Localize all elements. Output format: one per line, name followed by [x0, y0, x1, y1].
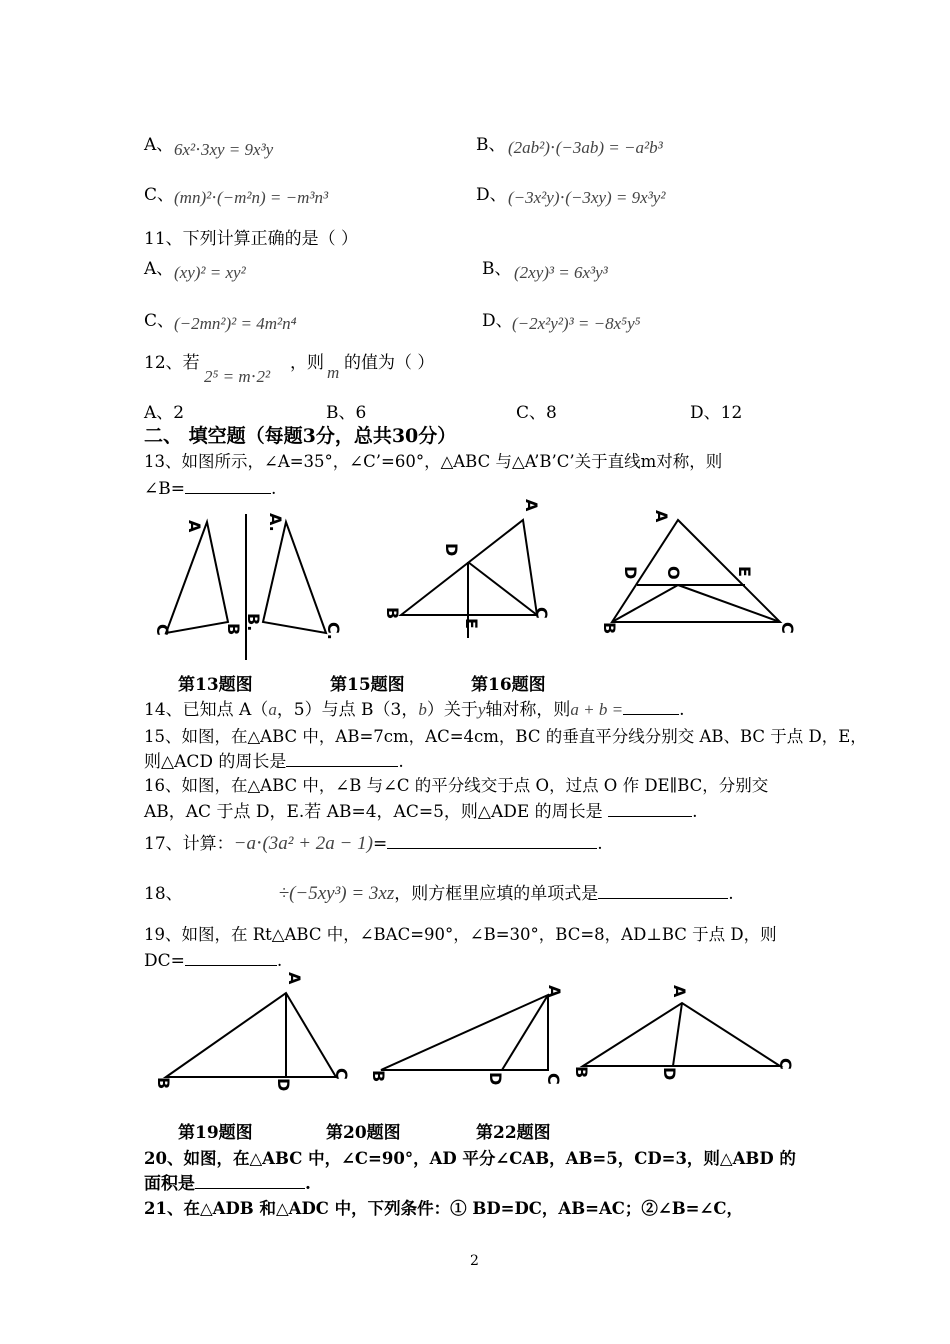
q12-stem-suffix: 的值为（ ）	[344, 353, 435, 373]
q10-option-b-label: B、	[476, 135, 506, 155]
q11-option-a-expr: (xy)² = xy²	[174, 263, 246, 282]
q10-option-a-label: A、	[144, 135, 174, 155]
q17-equals: =	[372, 834, 388, 854]
q13-line1: 13、如图所示，∠A=35°，∠C’=60°，△ABC 与△A’B’C’关于直线m对称，则	[144, 452, 723, 471]
q10-option-d-label: D、	[476, 185, 507, 205]
q16-line1: 16、如图，在△ABC 中，∠B 与∠C 的平分线交于点 O，过点 O 作 DE∥BC，分别交	[144, 776, 769, 795]
q20-line2-text: 面积是	[144, 1174, 195, 1194]
q10-option-c-label: C、	[144, 185, 175, 205]
q17-prefix: 17、计算：	[144, 834, 234, 854]
q14-line: 14、已知点 A（a，5）与点 B（3，b）关于y轴对称，则a + b = .	[144, 700, 685, 720]
q12-option-b: B、6	[326, 403, 367, 423]
fig15-label-c: C	[532, 607, 551, 619]
fig19-caption: 第19题图	[178, 1123, 253, 1143]
q12-option-a: A、2	[144, 403, 185, 423]
q20-answer-blank[interactable]	[195, 1172, 305, 1189]
q11-option-b-label: B、	[482, 259, 512, 279]
q19-line2-text: DC=	[144, 951, 185, 971]
fig22-label-c: C	[776, 1058, 795, 1070]
fig13-label-a: A	[185, 520, 204, 533]
q18-suffix: ，则方框里应填的单项式是	[394, 884, 599, 904]
q20-line2: 面积是 .	[144, 1174, 311, 1194]
fig22-caption: 第22题图	[476, 1123, 551, 1143]
q11-option-a-label: A、	[144, 259, 174, 279]
q10-option-a-expr: 6x²⋅3xy = 9x³y	[174, 140, 274, 159]
q18-line: 18、 ÷(−5xy³) = 3xz，则方框里应填的单项式是 .	[144, 883, 734, 904]
fig15-label-b: B	[383, 607, 402, 620]
q14-var-a: a	[268, 700, 277, 719]
q11-option-d-expr: (−2x²y²)³ = −8x⁵y⁵	[512, 314, 641, 333]
q12-stem-mid: ，则	[290, 353, 324, 373]
q11-stem: 11、下列计算正确的是（ ）	[144, 229, 359, 249]
q20-line1: 20、如图，在△ABC 中，∠C=90°，AD 平分∠CAB，AB=5，CD=3，则△ABD 的	[144, 1149, 796, 1168]
fig13-label-c: C	[153, 624, 172, 636]
q12-expression: 2⁵ = m⋅2²	[204, 367, 271, 386]
q19-line1: 19、如图，在 Rt△ABC 中，∠BAC=90°，∠B=30°，BC=8，AD⊥BC 于点 D，则	[144, 925, 777, 944]
q16-line2-text: AB，AC 于点 D，E.若 AB=4，AC=5，则△ADE 的周长是	[144, 802, 603, 822]
q17-expression: −a⋅(3a² + 2a − 1)	[233, 833, 373, 854]
fig20-label-d: D	[486, 1072, 505, 1086]
q14-var-b: b	[418, 700, 427, 719]
q14-mid3: 轴对称，则	[485, 700, 571, 720]
q15-line2-text: 则△ACD 的周长是	[144, 752, 287, 772]
page-number: 2	[470, 1253, 479, 1269]
fig22-label-d: D	[660, 1067, 679, 1081]
q10-option-c-expr: (mn)²⋅(−m²n) = −m³n³	[174, 188, 329, 207]
q13-line2-text: ∠B=	[144, 479, 185, 499]
fig22-segment-ad	[673, 1003, 682, 1066]
q12-option-d: D、12	[690, 403, 743, 423]
section-heading: 二、 填空题（每题3分，总共30分）	[144, 425, 457, 447]
fig20-triangle	[381, 995, 548, 1070]
q13-line2: ∠B= .	[144, 479, 277, 499]
fig20-label-b: B	[369, 1070, 388, 1083]
q15-line2: 则△ACD 的周长是 .	[144, 752, 404, 772]
fig13-label-b: B	[224, 623, 243, 636]
fig19-label-b: B	[154, 1077, 173, 1090]
q14-var-y: y	[477, 700, 486, 719]
q10-option-b-expr: (2ab²)⋅(−3ab) = −a²b³	[508, 138, 663, 157]
fig13-caption: 第13题图	[178, 675, 253, 695]
q11-option-b-expr: (2xy)³ = 6x³y³	[514, 263, 608, 282]
fig13-label-a-prime: A.	[266, 513, 285, 532]
fig13-label-c-prime: C.	[324, 622, 343, 640]
q18-prefix: 18、	[144, 884, 183, 904]
fig19-label-c: C	[332, 1068, 351, 1080]
q14-mid1: ，5）与点 B（3，	[276, 700, 419, 720]
q11-option-c-expr: (−2mn²)² = 4m²n⁴	[174, 314, 297, 333]
fig20-label-c: C	[544, 1073, 563, 1085]
q12-stem-prefix: 12、若	[144, 353, 200, 373]
fig22-label-b: B	[572, 1066, 591, 1079]
fig15-label-d: D	[442, 543, 461, 557]
q11-option-c-label: C、	[144, 311, 175, 331]
q12-variable: m	[327, 363, 340, 382]
fig16-label-d: D	[621, 566, 640, 580]
fig15-label-a: A	[522, 499, 541, 512]
q17-line: 17、计算：−a⋅(3a² + 2a − 1)= .	[144, 833, 603, 854]
fig22-label-a: A	[670, 985, 689, 998]
q16-line2: AB，AC 于点 D，E.若 AB=4，AC=5，则△ADE 的周长是 .	[144, 802, 698, 822]
fig16-label-b: B	[600, 622, 619, 635]
fig16-label-o: O	[664, 566, 683, 580]
fig16-caption: 第16题图	[471, 675, 546, 695]
q11-option-d-label: D、	[482, 311, 513, 331]
q10-option-d-expr: (−3x²y)⋅(−3xy) = 9x³y²	[508, 188, 666, 207]
fig16-label-c: C	[778, 622, 797, 634]
q21-line1: 21、在△ADB 和△ADC 中，下列条件：① BD=DC，AB=AC；②∠B=∠C，	[144, 1199, 743, 1218]
fig20-caption: 第20题图	[326, 1123, 401, 1143]
fig19-label-a: A	[285, 972, 304, 985]
fig15-caption: 第15题图	[330, 675, 405, 695]
q14-mid2: ）关于	[426, 700, 478, 720]
fig19-label-d: D	[274, 1078, 293, 1092]
fig13-label-b-prime: B.	[244, 613, 263, 632]
fig16-label-a: A	[652, 510, 671, 523]
q19-line2: DC= .	[144, 951, 283, 971]
q18-expression: ÷(−5xy³) = 3xz	[278, 883, 395, 904]
fig19-triangle	[166, 993, 336, 1077]
q15-line1: 15、如图，在△ABC 中，AB=7cm，AC=4cm，BC 的垂直平分线分别交 AB、BC 于点 D，E，	[144, 727, 867, 746]
fig20-label-a: A	[545, 985, 564, 998]
q14-expression: a + b =	[570, 700, 624, 719]
q14-prefix: 14、已知点 A（	[144, 700, 269, 720]
fig16-label-e: E	[735, 566, 754, 577]
fig15-label-e: E	[462, 618, 481, 629]
q12-option-c: C、8	[516, 403, 557, 423]
